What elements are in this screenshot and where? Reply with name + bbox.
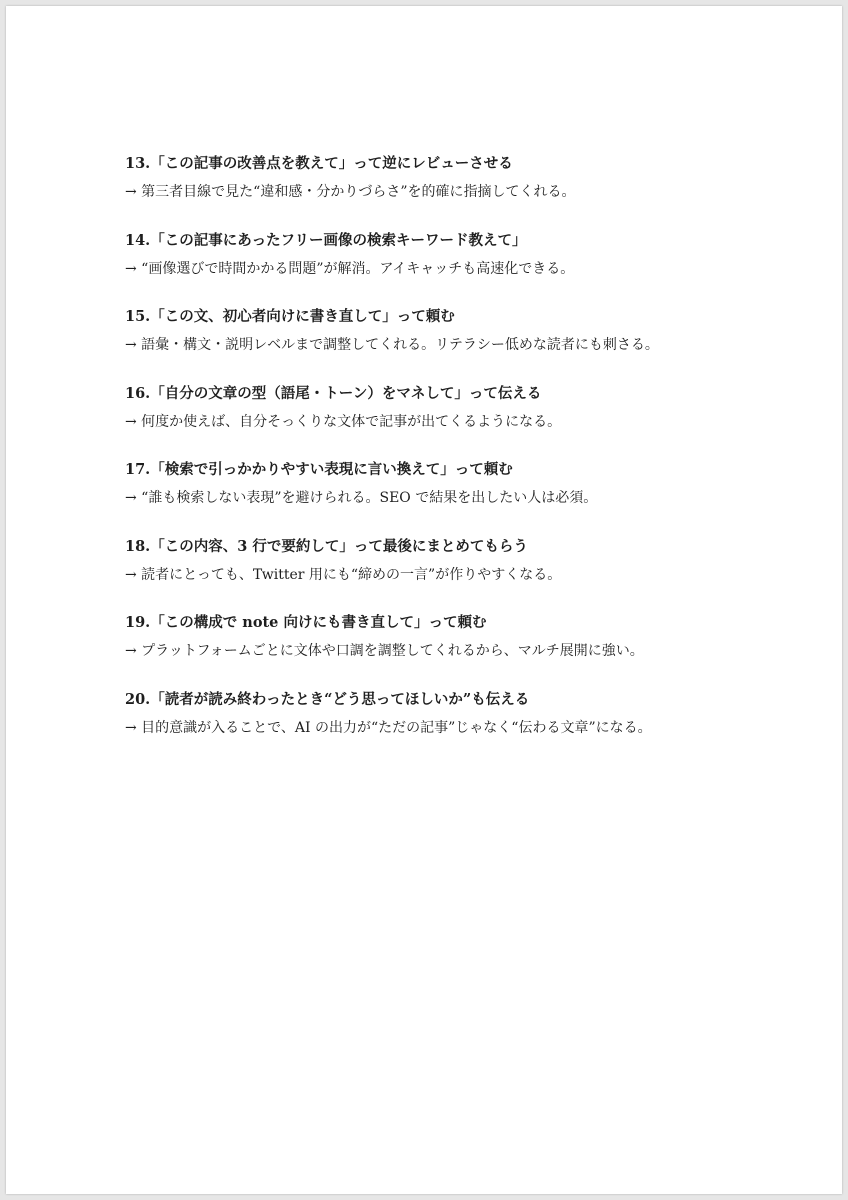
item-heading: 16.「自分の文章の型（語尾・トーン）をマネして」って伝える xyxy=(125,384,542,402)
document-page xyxy=(6,6,842,1194)
item-note: → 第三者目線で見た“違和感・分かりづらさ”を的確に指摘してくれる。 xyxy=(125,184,576,200)
list-item xyxy=(125,611,765,688)
item-heading: 18.「この内容、3 行で要約して」って最後にまとめてもらう xyxy=(125,537,528,555)
item-heading: 17.「検索で引っかかりやすい表現に言い換えて」って頼む xyxy=(125,461,513,478)
item-note: → “誰も検索しない表現”を避けられる。SEO で結果を出したい人は必須。 xyxy=(125,490,598,506)
tips-list xyxy=(125,152,765,764)
item-heading: 15.「この文、初心者向けに書き直して」って頼む xyxy=(125,308,455,325)
item-note: → プラットフォームごとに文体や口調を調整してくれるから、マルチ展開に強い。 xyxy=(125,643,644,659)
list-item xyxy=(125,458,765,535)
item-note: → “画像選びで時間かかる問題”が解消。アイキャッチも高速化できる。 xyxy=(125,260,575,277)
item-note: → 語彙・構文・説明レベルまで調整してくれる。リテラシー低めな読者にも刺さる。 xyxy=(125,337,659,353)
list-item xyxy=(125,382,765,459)
list-item xyxy=(125,152,765,229)
list-item xyxy=(125,688,765,765)
item-note: → 何度か使えば、自分そっくりな文体で記事が出てくるようになる。 xyxy=(125,413,562,430)
item-heading: 14.「この記事にあったフリー画像の検索キーワード教えて」 xyxy=(125,231,527,249)
item-heading: 13.「この記事の改善点を教えて」って逆にレビューさせる xyxy=(125,155,513,172)
list-item xyxy=(125,229,765,306)
item-heading: 20.「読者が読み終わったとき“どう思ってほしいか”も伝える xyxy=(125,690,530,708)
item-heading: 19.「この構成で note 向けにも書き直して」って頼む xyxy=(125,614,487,631)
list-item xyxy=(125,535,765,612)
list-item xyxy=(125,305,765,382)
item-note: → 目的意識が入ることで、AI の出力が“ただの記事”じゃなく“伝わる文章”になる。 xyxy=(125,719,652,736)
item-note: → 読者にとっても、Twitter 用にも“締めの一言”が作りやすくなる。 xyxy=(125,566,562,583)
